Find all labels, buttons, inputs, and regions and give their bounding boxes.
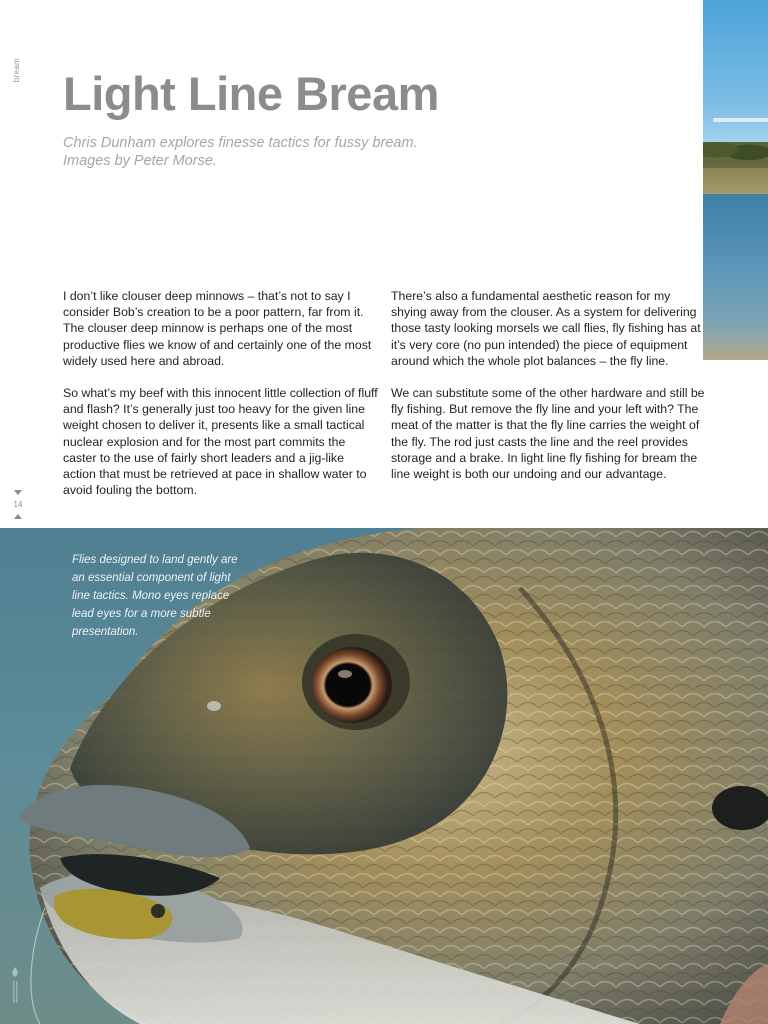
lake-landscape-photo	[703, 0, 768, 360]
article-title: Light Line Bream	[63, 67, 439, 120]
photo-caption: Flies designed to land gently are an essential component of light line tactics. Mono eyes replace lead eyes for a more subtle presentation.	[72, 554, 238, 638]
page-number: 14	[13, 500, 23, 509]
body-paragraph: I don’t like clouser deep minnows – that’s not to say I consider Bob’s creation to be a poor pattern, far from it. The clouser deep minnow is perhaps one of the most productive flies we know of and certainly one of the most widely used here and abroad.	[63, 289, 372, 368]
body-column-left	[63, 288, 378, 514]
body-paragraph: There’s also a fundamental aesthetic reason for my shying away from the clouser. As a system for delivering those tasty looking morsels we call flies, fly fishing has at it’s very core (no pun intended) the piece of equipment around which the whole plot balances – the fly line.	[391, 289, 701, 368]
publisher-logo-icon	[8, 965, 22, 1005]
page-number-marker	[10, 490, 26, 519]
arrow-up-icon	[14, 514, 22, 519]
body-paragraph: We can substitute some of the other hardware and still be fly fishing. But remove the fly line and your left with? The meat of the matter is that the fly line carries the weight of the fly. The rod just casts the line and the reel provides storage and a brake. In light line fly fishing for bream the line weight is both our undoing and our advantage.	[391, 386, 705, 482]
arrow-down-icon	[14, 490, 22, 495]
section-tag: bream	[12, 58, 21, 83]
photo-credit-line: Images by Peter Morse.	[63, 153, 217, 169]
article-standfirst	[63, 134, 523, 170]
standfirst-line: Chris Dunham explores finesse tactics for fussy bream.	[63, 135, 418, 151]
body-column-right	[391, 288, 706, 498]
body-paragraph: So what’s my beef with this innocent little collection of fluff and flash? It’s generally just too heavy for the given line weight chosen to deliver it, presents like a small tactical nuclear explosion and for the most part commits the caster to the use of fairly short leaders and a jig-like action that must be retrieved at pace in shallow water to avoid fouling the bottom.	[63, 386, 378, 498]
